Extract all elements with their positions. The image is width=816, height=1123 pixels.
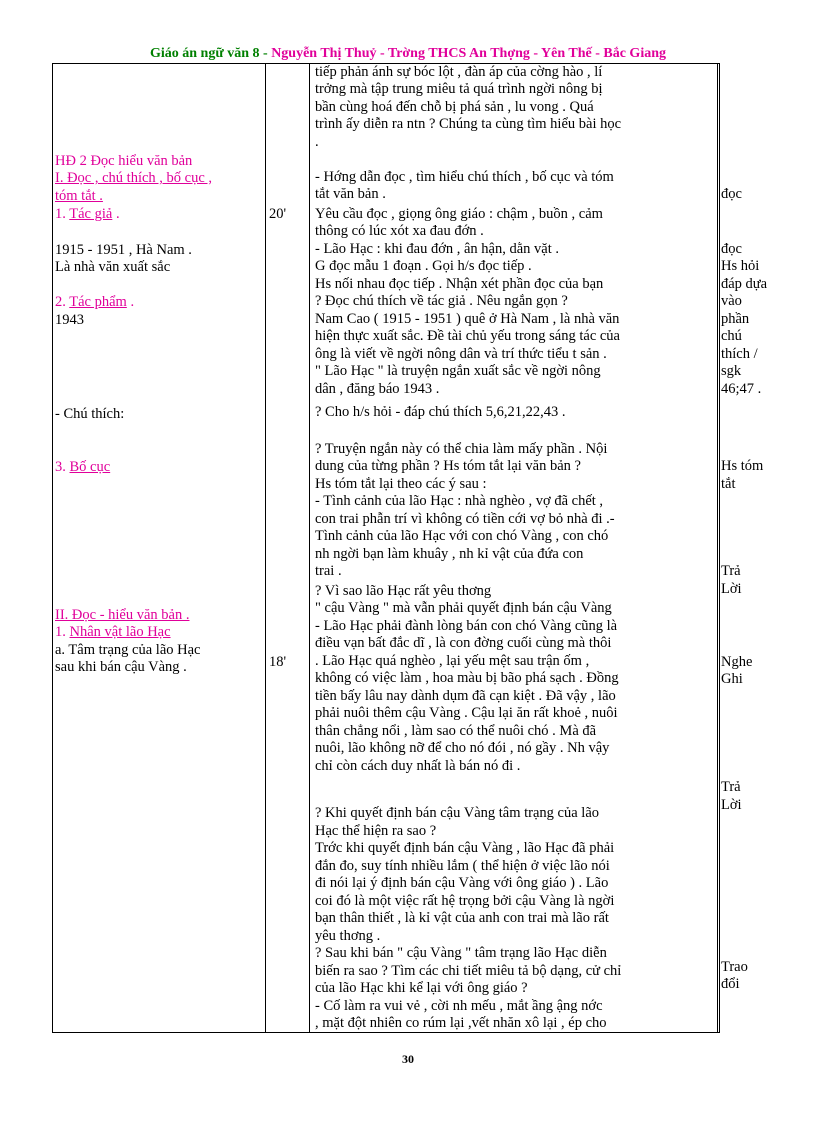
activity-line: trình ấy diễn ra ntn ? Chúng ta cùng tìm hiểu bài học [315, 116, 622, 132]
student-line: Trả [721, 563, 741, 579]
activity-line: tắt văn bản . [315, 186, 386, 202]
outline-line: a. Tâm trạng của lão Hạc [55, 642, 201, 658]
activity-line: tiếp phản ánh sự bóc lột , đàn áp của cờng hào , lí [315, 64, 603, 80]
activity-line: ? Đọc chú thích về tác giả . Nêu ngắn gọn ? [315, 293, 568, 309]
outline-line: II. Đọc - hiểu văn bản . [55, 607, 190, 623]
activity-line: ? Truyện ngắn này có thể chia làm mấy phần . Nội [315, 441, 608, 457]
activity-line: ? Khi quyết định bán cậu Vàng tâm trạng của lão [315, 805, 600, 821]
outline-line: tóm tắt . [55, 188, 103, 204]
activity-line: bạn thân thiết , là kỉ vật của anh con trai mà lão rất [315, 910, 609, 926]
outline-line: - Chú thích: [55, 406, 125, 422]
activity-line: thông có lúc xót xa đau đớn . [315, 223, 484, 239]
outline-line: sau khi bán cậu Vàng . [55, 659, 187, 675]
student-line: đáp dựa [721, 276, 768, 292]
student-line: thích / [721, 346, 758, 362]
outline-line: 1915 - 1951 , Hà Nam . [55, 242, 192, 258]
activity-line: ? Cho h/s hỏi - đáp chú thích 5,6,21,22,43 . [315, 404, 566, 420]
activity-line: - Lão Hạc : khi đau đớn , ân hận, dằn vặt . [315, 241, 560, 257]
student-line: đọc [721, 186, 742, 202]
activity-line: , mặt đột nhiên co rúm lại ,vết nhăn xô lại , ép cho [315, 1015, 607, 1031]
student-line: Lời [721, 797, 742, 813]
activity-line: Hs nối nhau đọc tiếp . Nhận xét phần đọc của bạn [315, 276, 604, 292]
activity-line: chỉ còn cách duy nhất là bán nó đi . [315, 758, 521, 774]
header-subject: Giáo án ngữ văn 8 - [149, 46, 272, 61]
student-line: chú [721, 328, 742, 344]
activity-line: Hạc thể hiện ra sao ? [315, 823, 437, 839]
header-location: Yên Thế - Bắc Giang [541, 46, 666, 61]
student-line: Hs hỏi [721, 258, 760, 274]
student-line: phần [721, 311, 750, 327]
activity-line: biến ra sao ? Tìm các chi tiết miêu tả bộ dạng, cử chỉ [315, 963, 622, 979]
activity-line: trởng mà tập trung miêu tả quá trình ngời nông bị [315, 81, 603, 97]
activity-line: G đọc mẫu 1 đoạn . Gọi h/s đọc tiếp . [315, 258, 532, 274]
student-line: Lời [721, 581, 742, 597]
activity-line: nh ngời bạn làm khuây , nh kỉ vật của đứa con [315, 546, 584, 562]
activity-line: dân , đăng báo 1943 . [315, 381, 440, 397]
time-line: 20' [269, 206, 287, 222]
activity-line: Yêu cầu đọc , giọng ông giáo : chậm , buồn , cảm [315, 206, 603, 222]
time-line: 18' [269, 654, 287, 670]
activity-line: nuôi, lão không nỡ để cho nó đói , nó gầy . Nh vậy [315, 740, 610, 756]
activity-line: Trớc khi quyết định bán cậu Vàng , lão Hạc đã phải [315, 840, 615, 856]
outline-line: Là nhà văn xuất sắc [55, 259, 171, 275]
activity-line: . [315, 134, 319, 150]
student-line: Trao [721, 959, 748, 975]
student-line: 46;47 . [721, 381, 762, 397]
student-line: đổi [721, 976, 740, 992]
activity-line: dung của từng phần ? Hs tóm tắt lại văn bản ? [315, 458, 581, 474]
activity-line: - Hớng dẫn đọc , tìm hiểu chú thích , bố cục và tóm [315, 169, 614, 185]
activity-line: - Cố làm ra vui vẻ , cời nh mếu , mắt ầng ậng nớc [315, 998, 603, 1014]
column-divider [265, 64, 266, 1032]
activity-line: . Lão Hạc quá nghèo , lại yếu mệt sau trận ốm , [315, 653, 590, 669]
activity-line: - Tình cảnh của lão Hạc : nhà nghèo , vợ đã chết , [315, 493, 604, 509]
student-line: Trả [721, 779, 741, 795]
activity-line: con trai phẫn trí vì không có tiền cới vợ bỏ nhà đi .- [315, 511, 615, 527]
activity-line: điều vạn bất đắc dĩ , là con đờng cuối cùng mà thôi [315, 635, 612, 651]
activity-line: hiện thực xuất sắc. Đề tài chủ yếu trong sáng tác của [315, 328, 620, 344]
activity-line: đắn đo, suy tính nhiều lắm ( thể hiện ở việc lão nói [315, 858, 610, 874]
activity-line: ? Vì sao lão Hạc rất yêu thơng [315, 583, 492, 599]
activity-line: " Lão Hạc " là truyện ngắn xuất sắc về ngời nông [315, 363, 601, 379]
activity-line: tiền bấy lâu nay dành dụm đã cạn kiệt . Đã vậy , lão [315, 688, 616, 704]
activity-line: bần cùng hoá đến chỗ bị phá sản , lu vong . Quá [315, 99, 594, 115]
page-number: 30 [402, 1052, 414, 1066]
activity-line: Tình cảnh của lão Hạc với con chó Vàng , con chó [315, 528, 609, 544]
activity-line: Hs tóm tắt lại theo các ý sau : [315, 476, 487, 492]
outline-line: 2. Tác phẩm . [55, 294, 135, 310]
column-divider [717, 64, 718, 1032]
lesson-table [52, 63, 768, 1033]
activity-line: - Lão Hạc phải đành lòng bán con chó Vàng cũng là [315, 618, 618, 634]
activity-line: đi nói lại ý định bán cậu Vàng với ông giáo ) . Lão [315, 875, 609, 891]
student-line: Nghe [721, 654, 753, 670]
activity-line: ông là viết về ngời nông dân và trí thức tiểu t sản . [315, 346, 607, 362]
activity-line: phải nuôi thêm cậu Vàng . Cậu lại ăn rất khoẻ , nuôi [315, 705, 618, 721]
activity-line: Nam Cao ( 1915 - 1951 ) quê ở Hà Nam , là nhà văn [315, 311, 620, 327]
activity-line: thân chẳng nổi , làm sao có thể nuôi chó . Mà đã [315, 723, 597, 739]
activity-line: yêu thơng . [315, 928, 381, 944]
activity-line: của lão Hạc khi kể lại với ông giáo ? [315, 980, 528, 996]
page-header [0, 46, 816, 62]
student-line: sgk [721, 363, 742, 379]
outline-line: 1. Nhân vật lão Hạc [55, 624, 171, 640]
student-line: vào [721, 293, 742, 309]
outline-line: 1943 [55, 312, 84, 328]
activity-line: " cậu Vàng " mà vẫn phải quyết định bán cậu Vàng [315, 600, 612, 616]
outline-line: 3. Bố cục [55, 459, 111, 475]
activity-line: trai . [315, 563, 342, 579]
outline-line: I. Đọc , chú thích , bố cục , [55, 170, 213, 186]
activity-line: ? Sau khi bán " cậu Vàng " tâm trạng lão Hạc diễn [315, 945, 607, 961]
student-line: Ghi [721, 671, 743, 687]
outline-line: 1. Tác giả . [55, 206, 120, 222]
activity-line: không có việc làm , hoa màu bị bão phá sạch . Đồng [315, 670, 619, 686]
student-line: tắt [721, 476, 736, 492]
outline-line: HĐ 2 Đọc hiểu văn bản [55, 153, 193, 169]
activity-line: coi đó là một việc rất hệ trọng bởi cậu Vàng là ngời [315, 893, 615, 909]
column-divider [309, 64, 310, 1032]
student-line: đọc [721, 241, 742, 257]
header-author-school: Nguyễn Thị Thuỷ - Trờng THCS An Thợng - [271, 46, 542, 61]
student-line: Hs tóm [721, 458, 764, 474]
